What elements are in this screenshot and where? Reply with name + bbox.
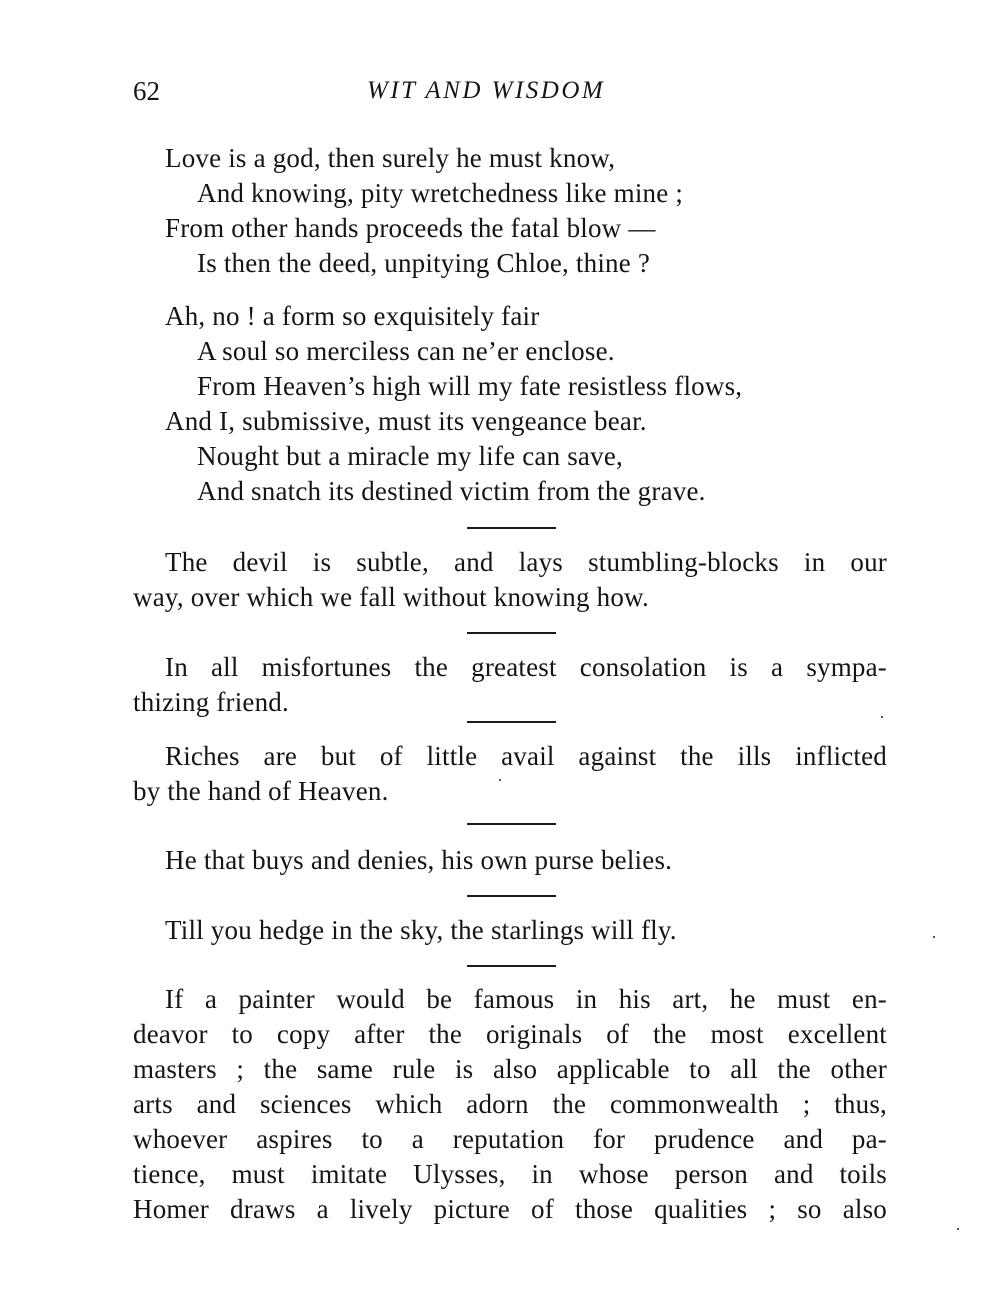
scan-speck	[933, 936, 935, 938]
section-divider	[467, 527, 556, 529]
paragraph-line: Homer draws a lively picture of those qualities ; so also	[133, 1194, 887, 1224]
page-number: 62	[133, 76, 160, 106]
section-divider	[467, 721, 556, 723]
paragraph-line: whoever aspires to a reputation for prudence and pa-	[133, 1124, 887, 1154]
scan-speck	[499, 779, 501, 781]
poem-line: Is then the deed, unpitying Chloe, thine ?	[197, 248, 651, 278]
paragraph-line: arts and sciences which adorn the commonwealth ; thus,	[133, 1089, 887, 1119]
paragraph-line: deavor to copy after the originals of the most excellent	[133, 1019, 887, 1049]
poem-line: Nought but a miracle my life can save,	[197, 441, 623, 471]
saying-line: way, over which we fall without knowing how.	[133, 582, 649, 612]
saying-line: In all misfortunes the greatest consolation is a sympa-	[165, 652, 887, 682]
saying-line: Riches are but of little avail against the ills inflicted	[165, 741, 887, 771]
paragraph-line: If a painter would be famous in his art, he must en-	[165, 984, 887, 1014]
saying-line: He that buys and denies, his own purse belies.	[165, 845, 673, 875]
saying-line: thizing friend.	[133, 687, 289, 717]
scan-speck	[881, 716, 883, 718]
section-divider	[467, 632, 556, 634]
running-title: WIT AND WISDOM	[367, 77, 606, 104]
poem-line: Ah, no ! a form so exquisitely fair	[165, 301, 540, 331]
paragraph-line: tience, must imitate Ulysses, in whose person and toils	[133, 1159, 887, 1189]
poem-line: And snatch its destined victim from the grave.	[197, 476, 706, 506]
scan-speck	[957, 1228, 959, 1230]
saying-line: Till you hedge in the sky, the starlings will fly.	[165, 915, 677, 945]
section-divider	[467, 895, 556, 897]
poem-line: Love is a god, then surely he must know,	[165, 143, 616, 173]
section-divider	[467, 823, 556, 825]
paragraph-line: masters ; the same rule is also applicable to all the other	[133, 1054, 887, 1084]
poem-line: From Heaven’s high will my fate resistless flows,	[197, 371, 743, 401]
section-divider	[467, 965, 556, 967]
poem-line: And knowing, pity wretchedness like mine ;	[197, 178, 684, 208]
saying-line: The devil is subtle, and lays stumbling-blocks in our	[165, 547, 887, 577]
poem-line: A soul so merciless can ne’er enclose.	[197, 336, 615, 366]
poem-line: From other hands proceeds the fatal blow —	[165, 213, 656, 243]
saying-line: by the hand of Heaven.	[133, 776, 389, 806]
poem-line: And I, submissive, must its vengeance bear.	[165, 406, 647, 436]
